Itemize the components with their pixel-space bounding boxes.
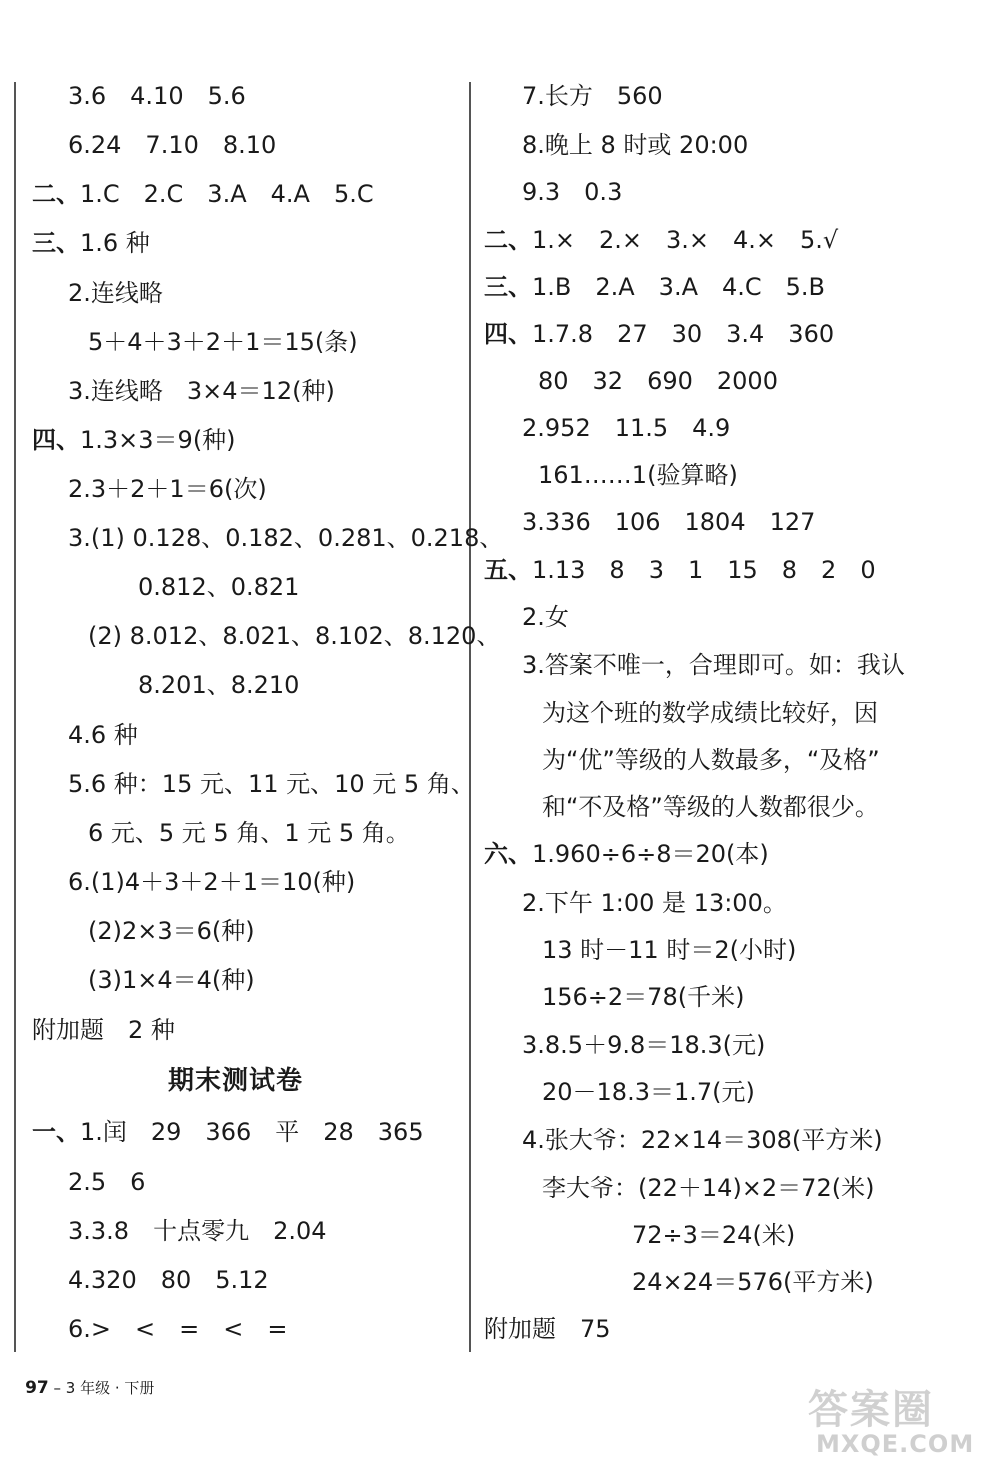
answer-line: 7.长方 560 (522, 82, 663, 110)
answer-line: 20－18.3＝1.7(元) (542, 1078, 755, 1106)
answer-line: 6.24 7.10 8.10 (68, 131, 277, 159)
answer-line: 4.张大爷：22×14＝308(平方米) (522, 1126, 883, 1154)
answer-line: 5.6 种：15 元、11 元、10 元 5 角、 (68, 770, 475, 798)
answer-line: 6 元、5 元 5 角、1 元 5 角。 (88, 819, 410, 847)
section-1-line: 一、1.闰 29 366 平 28 365 (32, 1118, 424, 1146)
answer-line: 2.5 6 (68, 1168, 146, 1196)
answer-line: 和“不及格”等级的人数都很少。 (542, 793, 879, 821)
answer-line: 3.336 106 1804 127 (522, 508, 816, 536)
left-margin-rule (14, 82, 16, 1352)
answer-line: 80 32 690 2000 (538, 367, 778, 395)
answer-line: 2.3＋2＋1＝6(次) (68, 475, 267, 503)
answer-line: 6.(1)4＋3＋2＋1＝10(种) (68, 868, 356, 896)
watermark-logo-text: 答案圈 (808, 1387, 934, 1433)
answer-line: 3.答案不唯一，合理即可。如：我认 (522, 651, 905, 679)
page-footer (6, 1355, 154, 1421)
section-3-line: 三、1.B 2.A 3.A 4.C 5.B (484, 273, 826, 301)
answer-line: 李大爷：(22＋14)×2＝72(米) (542, 1174, 875, 1202)
answer-line: (3)1×4＝4(种) (88, 966, 255, 994)
section-6-line: 六、1.960÷6÷8＝20(本) (484, 840, 769, 868)
answer-line: 5＋4＋3＋2＋1＝15(条) (88, 328, 358, 356)
column-divider (469, 82, 471, 1352)
answer-line: 3.8.5＋9.8＝18.3(元) (522, 1031, 766, 1059)
answer-line: 3.(1) 0.128、0.182、0.281、0.218、 (68, 524, 504, 552)
answer-line: (2) 8.012、8.021、8.102、8.120、 (88, 622, 501, 650)
answer-line: 4.6 种 (68, 721, 138, 749)
answer-line: 为“优”等级的人数最多，“及格” (542, 746, 880, 774)
answer-line: 156÷2＝78(千米) (542, 983, 745, 1011)
answer-line: 2.952 11.5 4.9 (522, 414, 731, 442)
answer-line: 2.女 (522, 603, 569, 631)
answer-line: (2)2×3＝6(种) (88, 917, 255, 945)
answer-line: 2.下午 1:00 是 13:00。 (522, 889, 787, 917)
section-3-line: 三、1.6 种 (32, 229, 150, 257)
answer-line: 为这个班的数学成绩比较好，因 (542, 699, 878, 727)
section-4-line: 四、1.7.8 27 30 3.4 360 (484, 320, 835, 348)
watermark-url: MXQE.COM (816, 1430, 975, 1458)
answer-line: 0.812、0.821 (138, 573, 300, 601)
footer-dash: – (48, 1379, 66, 1397)
answer-line: 8.晚上 8 时或 20:00 (522, 131, 749, 159)
answer-line: 9.3 0.3 (522, 178, 623, 206)
grade-label: 3 年级 · 下册 (65, 1379, 155, 1397)
page-number: 97 (25, 1378, 49, 1398)
answer-line: 3.3.8 十点零九 2.04 (68, 1217, 327, 1245)
answer-line: 8.201、8.210 (138, 671, 300, 699)
answer-line: 3.连线略 3×4＝12(种) (68, 377, 335, 405)
section-5-line: 五、1.13 8 3 1 15 8 2 0 (484, 556, 876, 584)
section-2-line: 二、1.C 2.C 3.A 4.A 5.C (32, 180, 374, 208)
section-2-line: 二、1.× 2.× 3.× 4.× 5.√ (484, 226, 839, 254)
answer-line: 72÷3＝24(米) (632, 1221, 796, 1249)
section-title: 期末测试卷 (168, 1066, 304, 1096)
answer-line: 2.连线略 (68, 279, 163, 307)
watermark (808, 1378, 994, 1466)
answer-line: 4.320 80 5.12 (68, 1266, 269, 1294)
section-4-line: 四、1.3×3＝9(种) (32, 426, 236, 454)
bonus-question-line: 附加题 2 种 (32, 1016, 175, 1044)
bonus-question-line: 附加题 75 (484, 1315, 611, 1343)
answer-line: 13 时－11 时＝2(小时) (542, 936, 797, 964)
answer-line: 3.6 4.10 5.6 (68, 82, 246, 110)
answer-line: 6.> < = < = (68, 1315, 288, 1343)
answer-line: 24×24＝576(平方米) (632, 1268, 874, 1296)
answer-line: 161……1(验算略) (538, 461, 738, 489)
